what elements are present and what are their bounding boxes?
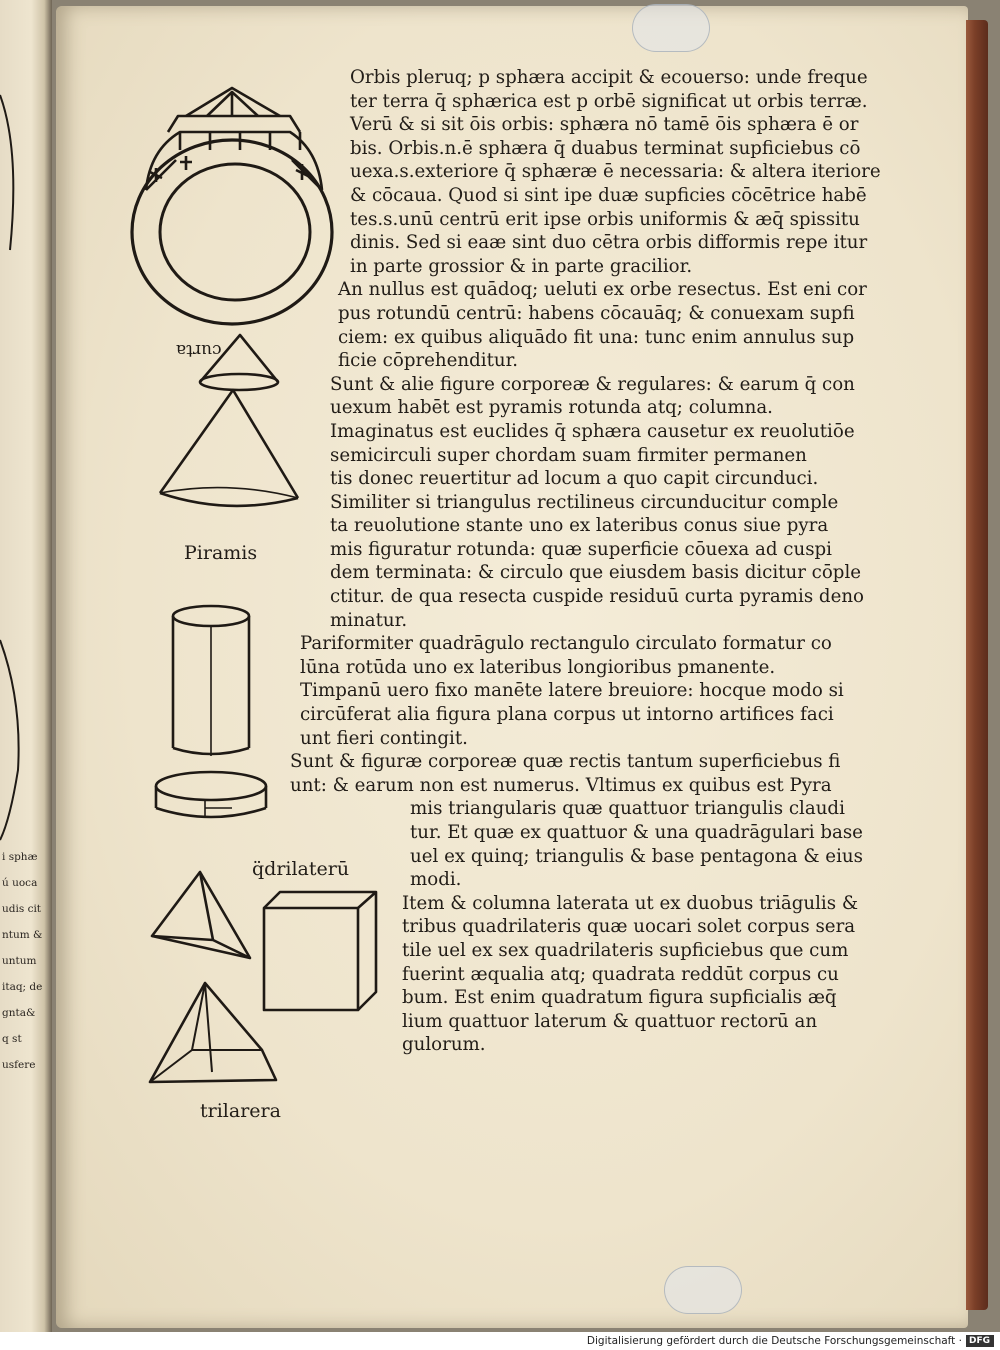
text-line: ta reuolutione stante uno ex lateribus conus siue pyra — [330, 515, 829, 537]
paragraph — [350, 66, 930, 278]
label-quadrilaterum: q̈drilaterū — [252, 858, 350, 880]
paragraph — [330, 420, 930, 491]
disc-figure — [156, 772, 266, 818]
text-line: Sunt & figuræ corporeæ quæ rectis tantum superficiebus fi — [290, 751, 841, 773]
text-line: tis donec reuertitur ad locum a quo capit circunduci. — [330, 468, 819, 490]
text-line: minatur. — [330, 609, 408, 631]
text-line: tes.s.unū centrū erit ipse orbis uniformis & æq̄ spissitu — [350, 208, 860, 230]
left-page-fragment: ntum & — [2, 929, 43, 941]
paragraph — [402, 892, 930, 1057]
text-line: semicirculi super chordam suam firmiter permanen — [330, 444, 807, 466]
text-line: bis. Orbis.n.ē sphæra q̄ duabus terminat supficiebus cō — [350, 137, 861, 159]
text-line: Imaginatus est euclides q̄ sphæra causetur ex reuolutiōe — [330, 420, 855, 442]
text-line: Pariformiter quadrāgulo rectangulo circulato formatur co — [300, 633, 832, 655]
text-line: tribus quadrilateris quæ uocari solet corpus sera — [402, 916, 856, 938]
text-line: ter terra q̄ sphærica est p orbē significat ut orbis terræ. — [350, 90, 868, 112]
left-page-fragment: udis cit — [2, 903, 42, 915]
text-line: mis figuratur rotunda: quæ superficie cōuexa ad cuspi — [330, 538, 832, 560]
text-line: An nullus est quādoq; ueluti ex orbe resectus. Est eni cor — [338, 279, 867, 301]
paragraph — [338, 278, 930, 372]
left-page-fragment: itaq; de — [2, 981, 43, 993]
text-line: unt fieri contingit. — [300, 727, 468, 749]
paragraph — [300, 632, 930, 679]
text-line: bum. Est enim quadratum figura supficialis æq̄ — [402, 987, 837, 1009]
text-line: ctitur. de qua resecta cuspide residuū curta pyramis deno — [330, 586, 864, 608]
square-pyramid-figure — [150, 983, 276, 1082]
text-line: Similiter si triangulus rectilineus circunducitur comple — [330, 491, 839, 513]
paragraph — [290, 750, 930, 797]
text-line: fuerint æqualia atq; quadrata reddūt corpus cu — [402, 963, 839, 985]
left-page-fragment: usfere — [2, 1059, 36, 1071]
cone-figure — [160, 390, 298, 506]
paragraph — [330, 373, 930, 420]
text-line: ciem: ex quibus aliquādo fit una: tunc enim annulus sup — [338, 326, 855, 348]
text-line: lium quattuor laterum & quattuor rectorū an — [402, 1010, 818, 1032]
paragraph — [410, 797, 930, 891]
text-line: uel ex quinq; triangulis & base pentagona & eius — [410, 845, 863, 867]
text-line: Item & columna laterata ut ex duobus triāgulis & — [402, 892, 859, 914]
text-line: & cōcaua. Quod si sint ipe duæ supficies cōcētrice habē — [350, 184, 867, 206]
text-line: Sunt & alie figure corporeæ & regulares: & earum q̄ con — [330, 373, 855, 395]
text-line: circūferat alia figura plana corpus ut intorno artifices faci — [300, 704, 834, 726]
label-piramis: Piramis — [184, 542, 258, 564]
text-line: ficie cōprehenditur. — [338, 350, 519, 372]
text-line: Verū & si sit ōis orbis: sphæra nō tamē ōis sphæra ē or — [350, 114, 859, 136]
paragraph — [330, 491, 930, 633]
left-page-fragment: ú uoca — [2, 877, 38, 889]
text-line: tile uel ex sex quadrilateris supficiebus que cum — [402, 939, 849, 961]
text-line: in parte grossior & in parte gracilior. — [350, 255, 693, 277]
text-line: uexum habēt est pyramis rotunda atq; columna. — [330, 397, 773, 419]
text-line: tur. Et quæ ex quattuor & una quadrāgulari base — [410, 822, 863, 843]
text-line: unt: & earum non est numerus. Vltimus ex quibus est Pyra — [290, 774, 832, 796]
text-line: pus rotundū centrū: habens cōcauāq; & conuexam supfi — [338, 302, 855, 324]
text-line: modi. — [410, 869, 462, 891]
text-line: dem terminata: & circulo que eiusdem basis dicitur cōple — [330, 562, 862, 584]
footer-bar — [0, 1332, 1000, 1350]
dfg-logo: DFG — [966, 1335, 994, 1347]
paragraph — [300, 679, 930, 750]
tetrahedron-figure — [152, 872, 250, 958]
text-line: lūna rotūda uno ex lateribus longioribus pmanente. — [300, 656, 776, 678]
left-page-fragment: q st — [2, 1033, 22, 1045]
text-line: uexa.s.exteriore q̄ sphæræ ē necessaria: & altera iteriore — [350, 161, 881, 183]
text-line: dinis. Sed si eaæ sint duo cētra orbis difformis repe itur — [350, 232, 868, 254]
left-page-diagram — [0, 95, 19, 840]
text-line: mis triangularis quæ quattuor triangulis claudi — [410, 798, 845, 820]
cylinder-figure — [173, 606, 249, 756]
body-text — [290, 66, 930, 1057]
label-trilatera: trilarera — [200, 1100, 281, 1122]
text-line: Orbis pleruq; p sphæra accipit & ecouerso: unde freque — [350, 67, 868, 88]
left-page-fragment: i sphæ — [2, 851, 38, 863]
text-line: Timpanū uero fixo manēte latere breuiore: hocque modo si — [300, 680, 844, 702]
label-curta: curta — [176, 340, 222, 360]
footer-credit: Digitalisierung gefördert durch die Deutsche Forschungsgemeinschaft · — [586, 1335, 962, 1347]
text-line: gulorum. — [402, 1034, 486, 1056]
left-page-fragment: untum — [2, 955, 37, 967]
left-page-fragment: gnta& — [2, 1007, 36, 1019]
